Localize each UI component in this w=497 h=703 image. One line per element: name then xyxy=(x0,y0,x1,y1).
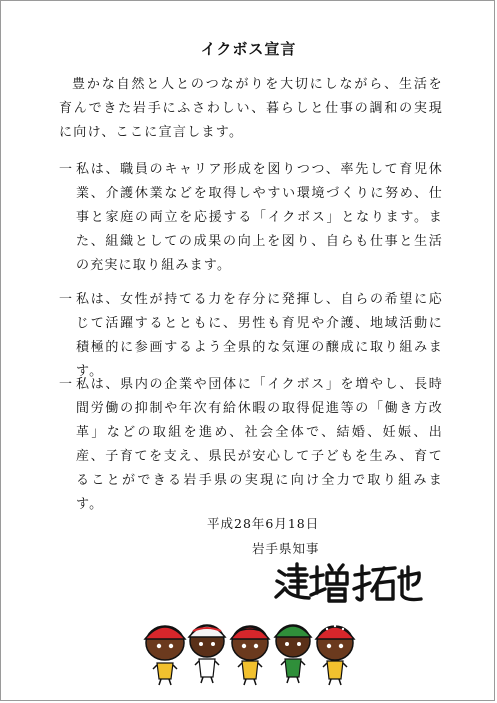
document-title: イクボス宣言 xyxy=(200,40,297,58)
mascot-2 xyxy=(189,625,225,683)
item-mark: 一 xyxy=(59,292,74,307)
mascot-1 xyxy=(145,626,185,685)
intro-paragraph: 豊かな自然と人とのつながりを大切にしながら、生活を育んできた岩手にふさわしい、暮らしと仕事の調和の実現に向け、ここに宣言します。 xyxy=(59,77,443,140)
mascot-illustration xyxy=(139,613,361,687)
declaration-date: 平成28年6月18日 xyxy=(207,516,320,531)
signatory-title: 岩手県知事 xyxy=(252,541,320,556)
item-mark: 一 xyxy=(59,162,74,177)
declaration-item-1 xyxy=(59,158,443,278)
mascot-5 xyxy=(316,625,354,685)
item-text: 私は、県内の企業や団体に「イクボス」を増やし、長時間労働の抑制や年次有給休暇の取得促進等の「働き方改革」などの取組を進め、社会全体で、結婚、妊娠、出産、子育てを支え、県民が安心して子どもを生み、育てることができる岩手県の実現に向け全力で取り組みます。 xyxy=(76,377,443,512)
declaration-item-2 xyxy=(59,288,443,384)
mascot-4 xyxy=(275,625,311,683)
handwritten-signature xyxy=(273,561,423,605)
item-text: 私は、職員のキャリア形成を図りつつ、率先して育児休業、介護休業などを取得しやすい環境づくりに努め、仕事と家庭の両立を応援する「イクボス」となります。また、組織としての成果の向上を図り、自らも仕事と生活の充実に取り組みます。 xyxy=(76,162,443,273)
declaration-item-3 xyxy=(59,373,443,517)
item-mark: 一 xyxy=(59,377,74,392)
mascot-3 xyxy=(231,626,269,685)
item-text: 私は、女性が持てる力を存分に発揮し、自らの希望に応じて活躍するとともに、男性も育児や介護、地域活動に積極的に参画するよう全県的な気運の醸成に取り組みます。 xyxy=(76,292,443,379)
